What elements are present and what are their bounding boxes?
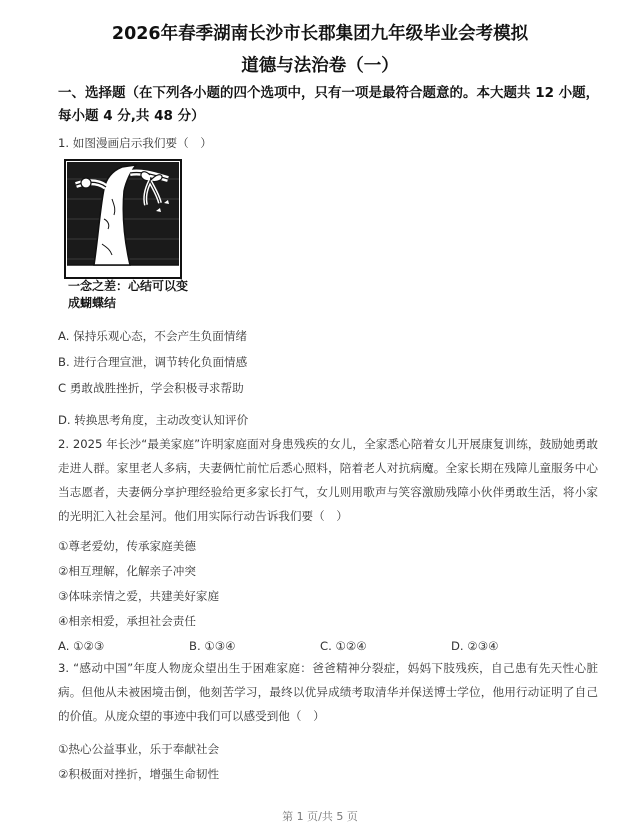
- q2-item-2: ②相互理解，化解亲子冲突: [58, 564, 196, 578]
- q2-item-3: ③体味亲情之爱，共建美好家庭: [58, 589, 220, 603]
- q2-item-4: ④相亲相爱，承担社会责任: [58, 614, 196, 628]
- q2-choice-d: D. ②③④: [451, 639, 499, 653]
- q1-option-a: A. 保持乐观心态，不会产生负面情绪: [58, 329, 248, 343]
- comic-caption: 一念之差：心结可以变成蝴蝶结: [68, 279, 189, 310]
- q1-option-d: D. 转换思考角度，主动改变认知评价: [58, 413, 249, 427]
- question-2-stem: 2. 2025 年长沙“最美家庭”许明家庭面对身患残疾的女儿，全家悉心陪着女儿开展康复训练，鼓励她勇敢走进人群。家里老人多病，夫妻俩忙前忙后悉心照料，陪着老人对抗病魔。全家长期在残障儿童服务中心当志愿者，夫妻俩分享护理经验给更多家长打气，女儿则用歌声与笑容激励残障小伙伴勇敢生活，将小家的光明汇入社会星河。他们用实际行动告诉我们要（ ）: [58, 437, 598, 523]
- q2-item-1: ①尊老爱幼，传承家庭美德: [58, 539, 196, 553]
- q3-item-1: ①热心公益事业，乐于奉献社会: [58, 742, 220, 756]
- page-footer: 第 1 页/共 5 页: [282, 810, 358, 823]
- q3-item-2: ②积极面对挫折，增强生命韧性: [58, 767, 220, 781]
- section-heading: 一、选择题（在下列各小题的四个选项中，只有一项是最符合题意的。本大题共 12 小题，每小题 4 分,共 48 分）: [58, 85, 600, 124]
- comic-illustration: [64, 159, 182, 279]
- q1-option-b: B. 进行合理宣泄，调节转化负面情感: [58, 355, 248, 369]
- question-1-stem: 1. 如图漫画启示我们要（ ）: [58, 136, 212, 150]
- q1-option-c: C 勇敢战胜挫折，学会积极寻求帮助: [58, 381, 244, 395]
- q2-choice-a: A. ①②③: [58, 639, 105, 653]
- exam-subtitle: 道德与法治卷（一）: [241, 56, 399, 76]
- exam-title: 2026年春季湖南长沙市长郡集团九年级毕业会考模拟: [111, 24, 529, 44]
- question-3-stem: 3. “感动中国”年度人物庞众望出生于困难家庭：爸爸精神分裂症，妈妈下肢残疾，自己患有先天性心脏病。但他从未被困境击倒，他刻苦学习，最终以优异成绩考取清华并保送博士学位，他用行动证明了自己的价值。从庞众望的事迹中我们可以感受到他（ ）: [58, 661, 598, 723]
- q2-choice-c: C. ①②④: [320, 639, 367, 653]
- q2-choice-b: B. ①③④: [189, 639, 236, 653]
